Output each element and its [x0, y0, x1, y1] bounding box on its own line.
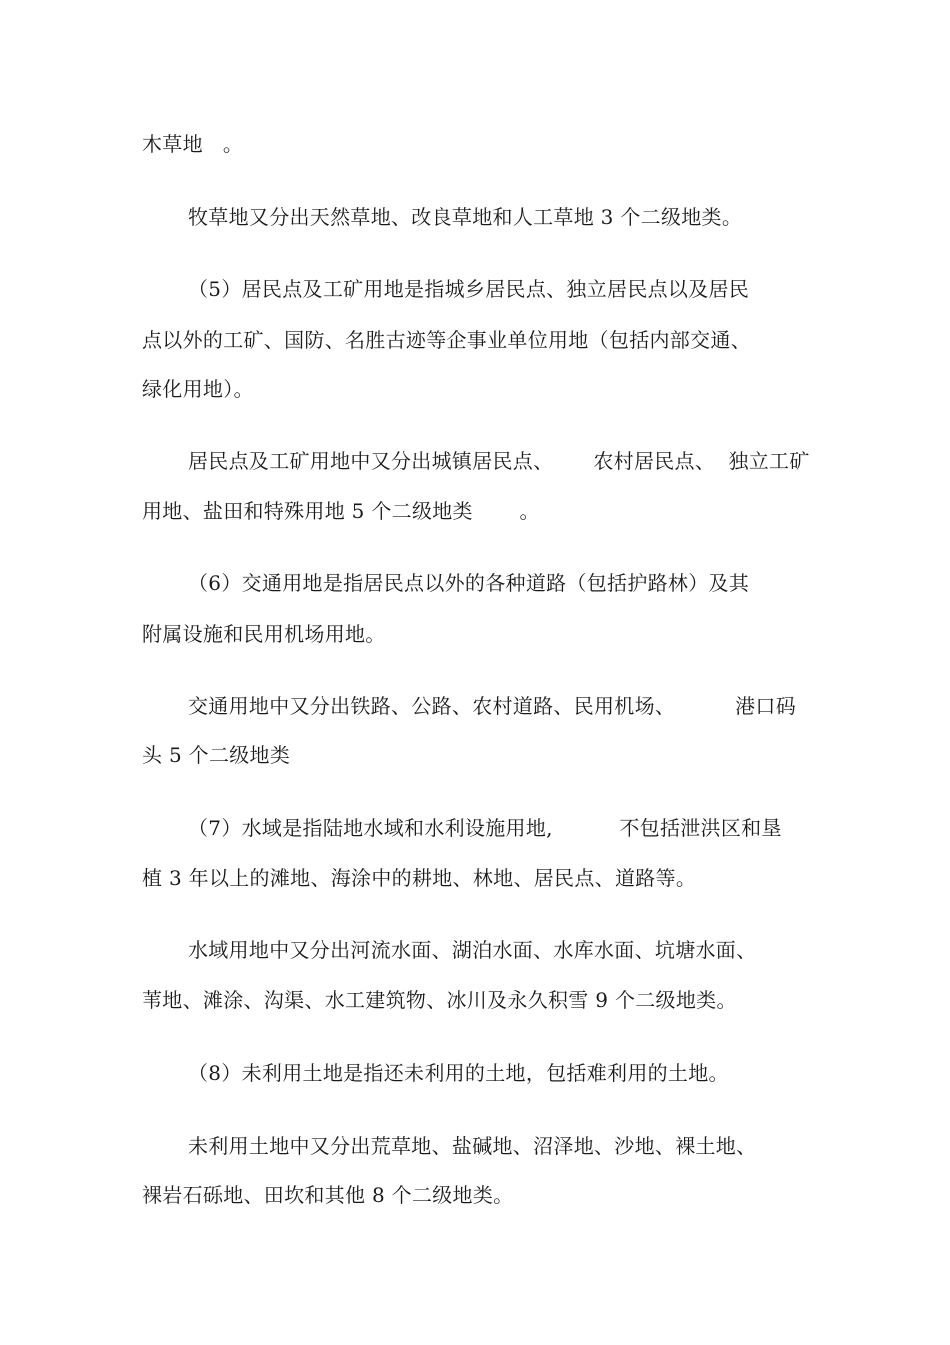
text-line: 交通用地中又分出铁路、公路、农村道路、民用机场、 港口码: [188, 694, 797, 718]
text-line: 植 3 年以上的滩地、海涂中的耕地、林地、居民点、道路等。: [142, 866, 697, 890]
text-line: 牧草地又分出天然草地、改良草地和人工草地 3 个二级地类。: [188, 205, 743, 229]
text-line: 绿化用地）。: [142, 377, 254, 401]
text-line: （7）水域是指陆地水域和水利设施用地, 不包括泄洪区和垦: [188, 816, 782, 840]
text-line: 附属设施和民用机场用地。: [142, 622, 386, 646]
text-line: 水域用地中又分出河流水面、湖泊水面、水库水面、坑塘水面、: [188, 938, 757, 962]
text-line: 用地、盐田和特殊用地 5 个二级地类 。: [142, 499, 540, 523]
text-line: 苇地、滩涂、沟渠、水工建筑物、冰川及永久积雪 9 个二级地类。: [142, 988, 737, 1012]
text-line: 头 5 个二级地类: [142, 743, 291, 767]
text-line: 木草地 。: [142, 132, 244, 156]
text-line: 裸岩石砾地、田坎和其他 8 个二级地类。: [142, 1183, 514, 1207]
text-line: （8）未利用土地是指还未利用的土地，包括难利用的土地。: [188, 1061, 729, 1085]
text-line: 未利用土地中又分出荒草地、盐碱地、沼泽地、沙地、裸土地、: [188, 1134, 757, 1158]
text-line: 点以外的工矿、国防、名胜古迹等企事业单位用地（包括内部交通、: [142, 328, 751, 352]
text-line: （6）交通用地是指居民点以外的各种道路（包括护路林）及其: [188, 571, 750, 595]
text-line: （5）居民点及工矿用地是指城乡居民点、独立居民点以及居民: [188, 277, 750, 301]
text-line: 居民点及工矿用地中又分出城镇居民点、 农村居民点、 独立工矿: [188, 449, 810, 473]
